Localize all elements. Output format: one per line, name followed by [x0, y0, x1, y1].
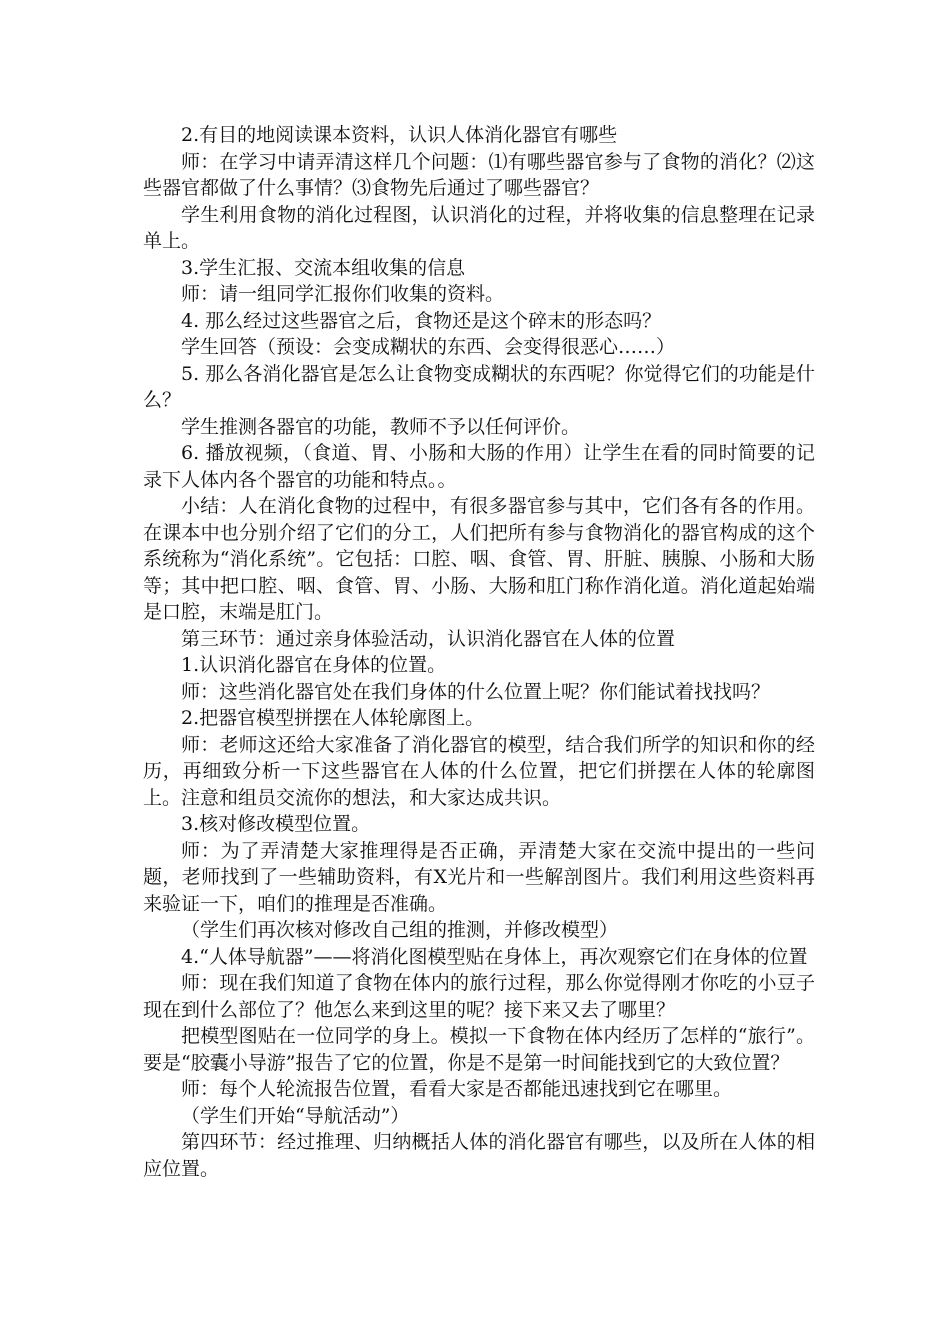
paragraph-5: 师：请一组同学汇报你们收集的资料。	[181, 283, 505, 305]
paragraph-11: 小结：人在消化食物的过程中，有很多器官参与其中，它们各有各的作用。在课本中也分别介绍了它们的分工，人们把所有参与食物消化的器官构成的这个系统称为“消化系统”。它包括：口腔、咽、食管、胃、肝脏、胰腺、小肠和大肠等；其中把口腔、咽、食管、胃、小肠、大肠和肛门称作消化道。消化道起始端是口腔，末端是肛门。	[143, 495, 815, 623]
paragraph-18: 师：为了弄清楚大家推理得是否正确，弄清楚大家在交流中提出的一些问题，老师找到了一些辅助资料，有X光片和一些解剖图片。我们利用这些资料再来验证一下，咱们的推理是否准确。	[143, 839, 815, 915]
paragraph-17: 3.核对修改模型位置。	[181, 813, 371, 835]
paragraph-14: 师：这些消化器官处在我们身体的什么位置上呢？你们能试着找找吗？	[181, 680, 771, 703]
paragraph-23: 师：每个人轮流报告位置，看看大家是否都能迅速找到它在哪里。	[181, 1078, 733, 1100]
paragraph-6: 4. 那么经过这些器官之后，食物还是这个碎末的形态吗？	[181, 309, 662, 332]
paragraph-24: （学生们开始“导航活动”）	[181, 1104, 410, 1127]
paragraph-19: （学生们再次核对修改自己组的推测，并修改模型）	[181, 919, 619, 941]
paragraph-21: 师：现在我们知道了食物在体内的旅行过程，那么你觉得刚才你吃的小豆子现在到什么部位了？他怎么来到这里的呢？接下来又去了哪里？	[143, 972, 815, 1021]
paragraph-13: 1.认识消化器官在身体的位置。	[181, 654, 447, 676]
paragraph-10: 6. 播放视频，（食道、胃、小肠和大肠的作用）让学生在看的同时简要的记录下人体内各个器官的功能和特点。。	[143, 442, 815, 491]
paragraph-1: 2.有目的地阅读课本资料，认识人体消化器官有哪些	[181, 124, 618, 146]
paragraph-7: 学生回答（预设：会变成糊状的东西、会变得很恶心……）	[181, 336, 676, 358]
section-heading-3: 第三环节：通过亲身体验活动，认识消化器官在人体的位置	[181, 627, 676, 650]
section-heading-4: 第四环节：经过推理、归纳概括人体的消化器官有哪些，以及所在人体的相应位置。	[143, 1131, 815, 1180]
paragraph-9: 学生推测各器官的功能，教师不予以任何评价。	[181, 415, 581, 438]
paragraph-15: 2.把器官模型拼摆在人体轮廓图上。	[181, 707, 485, 729]
paragraph-4: 3.学生汇报、交流本组收集的信息	[181, 256, 466, 279]
paragraph-2: 师：在学习中请弄清这样几个问题：⑴有哪些器官参与了食物的消化？⑵这些器官都做了什么事情？⑶食物先后通过了哪些器官？	[143, 150, 815, 199]
document-body	[143, 122, 815, 1182]
paragraph-8: 5. 那么各消化器官是怎么让食物变成糊状的东西呢？你觉得它们的功能是什么？	[143, 362, 815, 411]
paragraph-22: 把模型图贴在一位同学的身上。模拟一下食物在体内经历了怎样的“旅行”。要是“胶囊小导游”报告了它的位置，你是不是第一时间能找到它的大致位置？	[143, 1025, 815, 1074]
paragraph-16: 师：老师这还给大家准备了消化器官的模型，结合我们所学的知识和你的经历，再细致分析一下这些器官在人体的什么位置，把它们拼摆在人体的轮廓图上。注意和组员交流你的想法，和大家达成共识。	[143, 733, 815, 809]
paragraph-3: 学生利用食物的消化过程图，认识消化的过程，并将收集的信息整理在记录单上。	[143, 203, 815, 252]
paragraph-20: 4.“人体导航器”——将消化图模型贴在身体上，再次观察它们在身体的位置	[181, 945, 808, 968]
